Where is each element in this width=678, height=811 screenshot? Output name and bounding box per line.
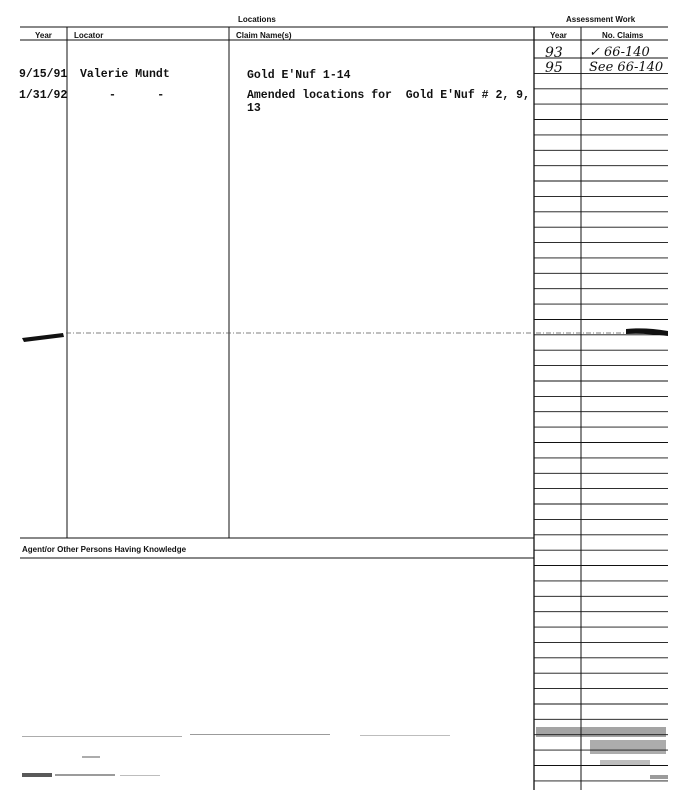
agent-section-label: Agent/or Other Persons Having Knowledge (22, 545, 187, 554)
location-row-2-locator: - - (109, 89, 165, 102)
assessment-row-2-year: 95 (545, 60, 563, 76)
col-assess-year-header: Year (550, 31, 567, 40)
assessment-row-1-claims: ✓ 66-140 (589, 45, 650, 60)
location-row-1-claims: Gold E'Nuf 1-14 (247, 69, 351, 82)
location-row-1-locator: Valerie Mundt (80, 68, 170, 81)
assessment-row-1-year: 93 (545, 45, 563, 61)
col-year-header: Year (35, 31, 52, 40)
col-no-claims-header: No. Claims (602, 31, 644, 40)
location-row-2-claims: Amended locations for Gold E'Nuf # 2, 9, (247, 89, 530, 102)
location-row-2-year: 1/31/92 (19, 89, 68, 102)
col-locator-header: Locator (74, 31, 104, 40)
location-row-2-claims-cont: 13 (247, 102, 261, 115)
location-row-1-year: 9/15/91 (19, 68, 68, 81)
assessment-work-title: Assessment Work (566, 15, 636, 24)
assessment-row-2-claims: See 66-140 (589, 60, 664, 75)
locations-title: Locations (238, 15, 276, 24)
col-claim-names-header: Claim Name(s) (236, 31, 292, 40)
